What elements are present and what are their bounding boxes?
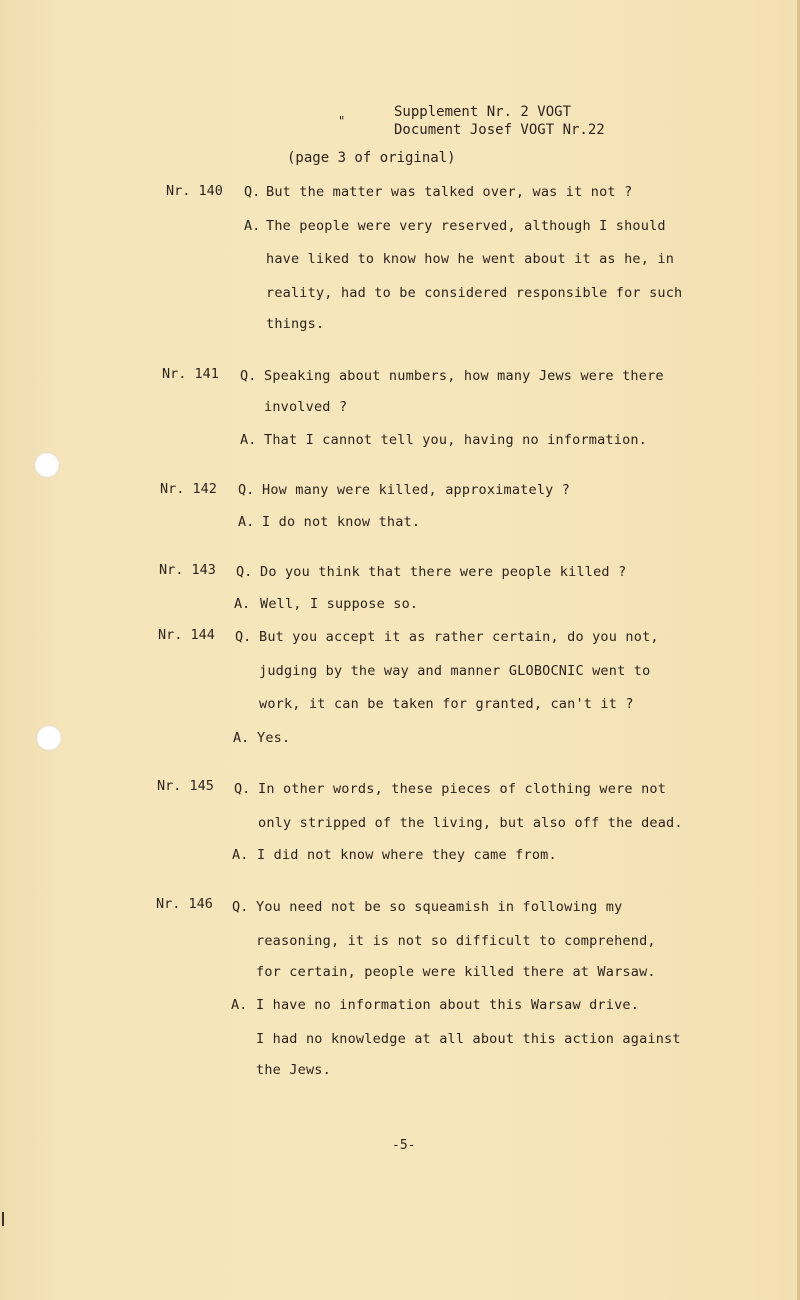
question-marker: Q. xyxy=(232,899,249,915)
page-number: -5- xyxy=(392,1138,416,1153)
question-line: In other words, these pieces of clothing were not xyxy=(258,781,667,797)
question-line: But the matter was talked over, was it not ? xyxy=(266,184,633,200)
question-marker: Q. xyxy=(240,368,257,384)
question-line: only stripped of the living, but also off the dead. xyxy=(258,815,683,831)
answer-line: The people were very reserved, although I should xyxy=(266,218,666,234)
entry-number: Nr. 143 xyxy=(159,562,216,578)
entry-number: Nr. 145 xyxy=(157,778,214,794)
entry-number: Nr. 140 xyxy=(166,183,223,199)
question-line: Speaking about numbers, how many Jews were there xyxy=(264,368,664,384)
question-line: How many were killed, approximately ? xyxy=(262,482,571,498)
supplement-line: Supplement Nr. 2 VOGT xyxy=(394,104,572,120)
question-line: Do you think that there were people killed ? xyxy=(260,564,627,580)
answer-line: I have no information about this Warsaw drive. xyxy=(256,997,640,1013)
answer-line: reality, had to be considered responsible for such xyxy=(266,285,683,301)
document-line: Document Josef VOGT Nr.22 xyxy=(394,122,605,138)
answer-line: Yes. xyxy=(257,730,291,746)
answer-marker: A. xyxy=(232,847,249,863)
answer-line: I had no knowledge at all about this action against xyxy=(256,1031,681,1047)
page-note: (page 3 of original) xyxy=(287,150,456,166)
answer-marker: A. xyxy=(240,432,257,448)
answer-marker: A. xyxy=(233,730,250,746)
entry-number: Nr. 141 xyxy=(162,366,219,382)
answer-marker: A. xyxy=(238,514,255,530)
answer-line: have liked to know how he went about it as he, in xyxy=(266,251,675,267)
answer-line: I do not know that. xyxy=(262,514,421,530)
question-marker: Q. xyxy=(235,629,252,645)
question-line: But you accept it as rather certain, do you not, xyxy=(259,629,659,645)
punch-hole-bottom xyxy=(36,725,62,751)
document-header xyxy=(394,103,605,139)
question-marker: Q. xyxy=(244,184,261,200)
answer-line: Well, I suppose so. xyxy=(260,596,419,612)
question-marker: Q. xyxy=(234,781,251,797)
question-line: You need not be so squeamish in following my xyxy=(256,899,623,915)
answer-marker: A. xyxy=(231,997,248,1013)
entry-number: Nr. 144 xyxy=(158,627,215,643)
question-line: involved ? xyxy=(264,399,348,415)
question-line: judging by the way and manner GLOBOCNIC went to xyxy=(259,663,651,679)
answer-line: the Jews. xyxy=(256,1062,331,1078)
entry-number: Nr. 146 xyxy=(156,896,213,912)
answer-line: things. xyxy=(266,316,325,332)
answer-marker: A. xyxy=(244,218,261,234)
punch-hole-top xyxy=(34,452,60,478)
answer-line: That I cannot tell you, having no information. xyxy=(264,432,648,448)
question-line: work, it can be taken for granted, can't it ? xyxy=(259,696,634,712)
question-marker: Q. xyxy=(238,482,255,498)
question-line: for certain, people were killed there at Warsaw. xyxy=(256,964,656,980)
question-line: reasoning, it is not so difficult to comprehend, xyxy=(256,933,656,949)
edge-mark xyxy=(2,1212,4,1226)
answer-marker: A. xyxy=(234,596,251,612)
ditto-mark: " xyxy=(338,114,346,128)
entry-number: Nr. 142 xyxy=(160,481,217,497)
question-marker: Q. xyxy=(236,564,253,580)
answer-line: I did not know where they came from. xyxy=(257,847,557,863)
